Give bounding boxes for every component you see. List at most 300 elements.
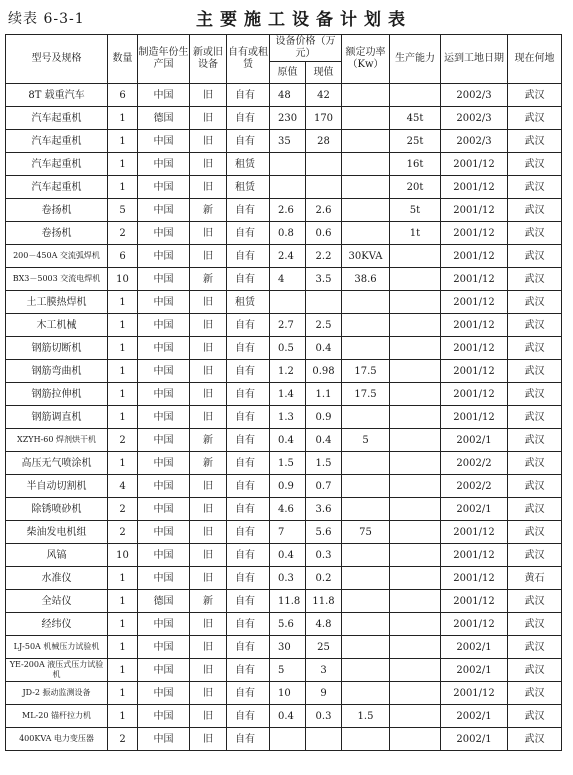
cell-price-now: 42 (306, 84, 342, 107)
cell-arrival: 2001/12 (441, 268, 508, 291)
cell-origin: 中国 (138, 314, 190, 337)
cell-model: 土工膜热焊机 (6, 291, 108, 314)
cell-origin: 中国 (138, 360, 190, 383)
cell-price-now (306, 728, 342, 751)
cell-location: 武汉 (508, 406, 562, 429)
cell-price-orig: 4.6 (270, 498, 306, 521)
cell-location: 武汉 (508, 222, 562, 245)
cell-qty: 1 (108, 383, 138, 406)
cell-arrival: 2001/12 (441, 544, 508, 567)
cell-new-old: 旧 (190, 291, 227, 314)
cell-model: JD-2 振动监测设备 (6, 682, 108, 705)
cell-arrival: 2002/1 (441, 705, 508, 728)
cell-model: 钢筋切断机 (6, 337, 108, 360)
cell-price-orig: 35 (270, 130, 306, 153)
cell-model: XZYH-60 焊剂烘干机 (6, 429, 108, 452)
cell-arrival: 2001/12 (441, 337, 508, 360)
cell-origin: 中国 (138, 682, 190, 705)
cell-qty: 1 (108, 659, 138, 682)
cell-capacity: 45t (390, 107, 441, 130)
cell-origin: 德国 (138, 590, 190, 613)
cell-model: 高压无气喷涂机 (6, 452, 108, 475)
cell-own: 自有 (227, 406, 270, 429)
cell-location: 武汉 (508, 636, 562, 659)
cell-own: 自有 (227, 590, 270, 613)
cell-own: 自有 (227, 613, 270, 636)
cell-origin: 中国 (138, 130, 190, 153)
cell-arrival: 2002/1 (441, 659, 508, 682)
cell-price-orig: 2.4 (270, 245, 306, 268)
cell-new-old: 旧 (190, 682, 227, 705)
cell-price-orig: 7 (270, 521, 306, 544)
cell-model: 钢筋弯曲机 (6, 360, 108, 383)
cell-own: 自有 (227, 682, 270, 705)
table-body (6, 84, 562, 751)
cell-new-old: 旧 (190, 475, 227, 498)
table-row (6, 406, 562, 429)
table-code: 续表 6-3-1 (8, 11, 85, 27)
cell-new-old: 旧 (190, 406, 227, 429)
cell-new-old: 新 (190, 199, 227, 222)
cell-price-orig: 2.7 (270, 314, 306, 337)
cell-origin: 中国 (138, 268, 190, 291)
cell-price-now: 0.7 (306, 475, 342, 498)
cell-model: 木工机械 (6, 314, 108, 337)
cell-qty: 1 (108, 314, 138, 337)
cell-own: 租赁 (227, 153, 270, 176)
cell-new-old: 新 (190, 590, 227, 613)
cell-own: 自有 (227, 728, 270, 751)
cell-new-old: 旧 (190, 176, 227, 199)
cell-price-orig: 1.3 (270, 406, 306, 429)
cell-qty: 2 (108, 429, 138, 452)
cell-power (342, 475, 390, 498)
cell-qty: 1 (108, 567, 138, 590)
table-row (6, 360, 562, 383)
cell-new-old: 旧 (190, 544, 227, 567)
cell-capacity (390, 613, 441, 636)
cell-arrival: 2002/1 (441, 636, 508, 659)
table-row (6, 452, 562, 475)
table-row (6, 199, 562, 222)
cell-arrival: 2002/3 (441, 107, 508, 130)
col-header-arrival: 运到工地日期 (441, 35, 508, 84)
cell-origin: 中国 (138, 567, 190, 590)
cell-capacity (390, 245, 441, 268)
cell-capacity: 1t (390, 222, 441, 245)
cell-model: 卷扬机 (6, 222, 108, 245)
cell-price-orig: 0.4 (270, 429, 306, 452)
cell-new-old: 新 (190, 429, 227, 452)
cell-price-now: 2.6 (306, 199, 342, 222)
table-row (6, 222, 562, 245)
cell-price-orig: 0.5 (270, 337, 306, 360)
cell-price-now: 0.2 (306, 567, 342, 590)
cell-power (342, 567, 390, 590)
cell-price-now: 0.3 (306, 544, 342, 567)
cell-own: 自有 (227, 498, 270, 521)
cell-price-now (306, 176, 342, 199)
cell-price-orig: 10 (270, 682, 306, 705)
table-row (6, 475, 562, 498)
table-row (6, 291, 562, 314)
cell-model: 水准仪 (6, 567, 108, 590)
cell-location: 武汉 (508, 521, 562, 544)
cell-location: 武汉 (508, 475, 562, 498)
cell-new-old: 旧 (190, 521, 227, 544)
cell-location: 武汉 (508, 613, 562, 636)
cell-capacity (390, 291, 441, 314)
cell-qty: 2 (108, 222, 138, 245)
cell-own: 自有 (227, 84, 270, 107)
cell-new-old: 旧 (190, 245, 227, 268)
cell-capacity: 20t (390, 176, 441, 199)
cell-price-now: 0.6 (306, 222, 342, 245)
table-row (6, 245, 562, 268)
cell-capacity (390, 590, 441, 613)
cell-price-now: 4.8 (306, 613, 342, 636)
cell-qty: 2 (108, 498, 138, 521)
cell-power (342, 291, 390, 314)
cell-arrival: 2001/12 (441, 613, 508, 636)
cell-new-old: 旧 (190, 153, 227, 176)
cell-location: 武汉 (508, 337, 562, 360)
cell-new-old: 旧 (190, 337, 227, 360)
cell-origin: 中国 (138, 475, 190, 498)
cell-origin: 中国 (138, 429, 190, 452)
cell-capacity (390, 383, 441, 406)
cell-qty: 1 (108, 337, 138, 360)
document-header (0, 0, 573, 34)
cell-arrival: 2001/12 (441, 314, 508, 337)
cell-arrival: 2001/12 (441, 360, 508, 383)
table-row (6, 705, 562, 728)
cell-price-orig: 4 (270, 268, 306, 291)
cell-origin: 德国 (138, 107, 190, 130)
cell-power (342, 176, 390, 199)
cell-origin: 中国 (138, 176, 190, 199)
cell-price-orig: 5.6 (270, 613, 306, 636)
cell-qty: 5 (108, 199, 138, 222)
cell-location: 武汉 (508, 314, 562, 337)
cell-origin: 中国 (138, 498, 190, 521)
table-row (6, 84, 562, 107)
cell-price-now: 0.4 (306, 429, 342, 452)
cell-origin: 中国 (138, 153, 190, 176)
cell-power (342, 153, 390, 176)
cell-arrival: 2002/3 (441, 130, 508, 153)
cell-model: 钢筋调直机 (6, 406, 108, 429)
cell-price-now: 9 (306, 682, 342, 705)
table-row (6, 176, 562, 199)
cell-qty: 1 (108, 291, 138, 314)
cell-capacity (390, 314, 441, 337)
cell-own: 自有 (227, 130, 270, 153)
cell-own: 自有 (227, 521, 270, 544)
cell-qty: 10 (108, 544, 138, 567)
cell-location: 武汉 (508, 245, 562, 268)
col-header-qty: 数量 (108, 35, 138, 84)
cell-model: 8T 载重汽车 (6, 84, 108, 107)
cell-new-old: 旧 (190, 567, 227, 590)
cell-capacity (390, 682, 441, 705)
cell-location: 武汉 (508, 107, 562, 130)
cell-origin: 中国 (138, 337, 190, 360)
cell-capacity (390, 705, 441, 728)
cell-location: 武汉 (508, 544, 562, 567)
cell-model: 除锈喷砂机 (6, 498, 108, 521)
cell-arrival: 2001/12 (441, 291, 508, 314)
cell-location: 武汉 (508, 199, 562, 222)
cell-capacity (390, 498, 441, 521)
table-row (6, 659, 562, 682)
cell-origin: 中国 (138, 406, 190, 429)
cell-qty: 1 (108, 590, 138, 613)
cell-price-now: 2.5 (306, 314, 342, 337)
cell-arrival: 2001/12 (441, 199, 508, 222)
cell-qty: 1 (108, 636, 138, 659)
equipment-table (5, 34, 562, 751)
cell-model: 钢筋拉伸机 (6, 383, 108, 406)
cell-price-now: 0.3 (306, 705, 342, 728)
cell-new-old: 旧 (190, 383, 227, 406)
cell-price-now: 1.1 (306, 383, 342, 406)
cell-own: 自有 (227, 452, 270, 475)
cell-price-orig (270, 153, 306, 176)
cell-qty: 1 (108, 153, 138, 176)
cell-own: 自有 (227, 567, 270, 590)
cell-capacity (390, 521, 441, 544)
cell-new-old: 旧 (190, 360, 227, 383)
cell-power: 17.5 (342, 383, 390, 406)
cell-own: 自有 (227, 107, 270, 130)
table-row (6, 130, 562, 153)
cell-origin: 中国 (138, 291, 190, 314)
cell-price-orig: 0.9 (270, 475, 306, 498)
cell-power: 17.5 (342, 360, 390, 383)
cell-capacity (390, 544, 441, 567)
cell-qty: 1 (108, 107, 138, 130)
cell-power (342, 406, 390, 429)
cell-origin: 中国 (138, 521, 190, 544)
cell-own: 自有 (227, 429, 270, 452)
table-row (6, 383, 562, 406)
col-header-price: 设备价格（万元） (270, 35, 342, 62)
cell-price-now: 3 (306, 659, 342, 682)
cell-power (342, 498, 390, 521)
cell-location: 武汉 (508, 498, 562, 521)
cell-arrival: 2001/12 (441, 153, 508, 176)
cell-origin: 中国 (138, 199, 190, 222)
cell-price-now: 25 (306, 636, 342, 659)
cell-qty: 1 (108, 452, 138, 475)
cell-model: BX3－5003 交流电焊机 (6, 268, 108, 291)
table-row (6, 521, 562, 544)
cell-arrival: 2001/12 (441, 406, 508, 429)
cell-origin: 中国 (138, 452, 190, 475)
cell-qty: 2 (108, 521, 138, 544)
table-row (6, 636, 562, 659)
cell-power (342, 613, 390, 636)
cell-price-now: 28 (306, 130, 342, 153)
col-header-new-old: 新或旧设备 (190, 35, 227, 84)
cell-qty: 6 (108, 245, 138, 268)
cell-model: LJ-50A 机械压力试验机 (6, 636, 108, 659)
cell-own: 自有 (227, 383, 270, 406)
cell-price-orig: 0.4 (270, 705, 306, 728)
cell-price-orig (270, 728, 306, 751)
table-row (6, 153, 562, 176)
table-row (6, 728, 562, 751)
cell-price-now: 11.8 (306, 590, 342, 613)
cell-power: 5 (342, 429, 390, 452)
cell-origin: 中国 (138, 659, 190, 682)
cell-own: 自有 (227, 268, 270, 291)
cell-arrival: 2002/3 (441, 84, 508, 107)
cell-model: 汽车起重机 (6, 107, 108, 130)
cell-price-now: 3.6 (306, 498, 342, 521)
cell-new-old: 旧 (190, 705, 227, 728)
cell-price-now: 2.2 (306, 245, 342, 268)
cell-arrival: 2002/1 (441, 429, 508, 452)
cell-model: 400KVA 电力变压器 (6, 728, 108, 751)
cell-power (342, 84, 390, 107)
cell-new-old: 旧 (190, 84, 227, 107)
cell-power (342, 222, 390, 245)
cell-price-now: 1.5 (306, 452, 342, 475)
cell-price-now (306, 291, 342, 314)
cell-qty: 2 (108, 728, 138, 751)
cell-capacity (390, 728, 441, 751)
cell-capacity (390, 337, 441, 360)
cell-price-orig: 0.3 (270, 567, 306, 590)
cell-capacity (390, 84, 441, 107)
cell-model: 经纬仪 (6, 613, 108, 636)
cell-price-orig: 0.4 (270, 544, 306, 567)
cell-model: 200－450A 交流弧焊机 (6, 245, 108, 268)
cell-location: 武汉 (508, 176, 562, 199)
cell-arrival: 2001/12 (441, 682, 508, 705)
cell-own: 自有 (227, 659, 270, 682)
cell-capacity (390, 429, 441, 452)
cell-price-orig: 2.6 (270, 199, 306, 222)
cell-arrival: 2002/2 (441, 475, 508, 498)
cell-power: 1.5 (342, 705, 390, 728)
table-row (6, 107, 562, 130)
cell-power (342, 452, 390, 475)
cell-qty: 1 (108, 176, 138, 199)
cell-power (342, 337, 390, 360)
cell-power (342, 682, 390, 705)
cell-price-orig: 1.5 (270, 452, 306, 475)
cell-location: 武汉 (508, 153, 562, 176)
col-header-price-orig: 原值 (270, 62, 306, 84)
table-row (6, 567, 562, 590)
table-row (6, 268, 562, 291)
cell-price-now: 0.9 (306, 406, 342, 429)
cell-model: 卷扬机 (6, 199, 108, 222)
cell-location: 武汉 (508, 452, 562, 475)
cell-power (342, 544, 390, 567)
cell-model: 汽车起重机 (6, 176, 108, 199)
cell-arrival: 2001/12 (441, 521, 508, 544)
cell-own: 租赁 (227, 176, 270, 199)
table-row (6, 544, 562, 567)
table-row (6, 337, 562, 360)
cell-capacity (390, 406, 441, 429)
cell-new-old: 旧 (190, 728, 227, 751)
cell-power (342, 590, 390, 613)
cell-capacity (390, 636, 441, 659)
cell-capacity: 5t (390, 199, 441, 222)
col-header-location: 现在何地 (508, 35, 562, 84)
cell-own: 自有 (227, 222, 270, 245)
cell-qty: 1 (108, 705, 138, 728)
cell-own: 自有 (227, 360, 270, 383)
cell-arrival: 2001/12 (441, 590, 508, 613)
cell-location: 武汉 (508, 728, 562, 751)
cell-qty: 4 (108, 475, 138, 498)
cell-price-now: 3.5 (306, 268, 342, 291)
cell-own: 自有 (227, 199, 270, 222)
cell-own: 自有 (227, 245, 270, 268)
cell-model: 汽车起重机 (6, 130, 108, 153)
cell-model: 汽车起重机 (6, 153, 108, 176)
cell-location: 武汉 (508, 590, 562, 613)
cell-own: 自有 (227, 705, 270, 728)
cell-location: 武汉 (508, 268, 562, 291)
cell-price-orig: 0.8 (270, 222, 306, 245)
cell-qty: 1 (108, 130, 138, 153)
cell-location: 武汉 (508, 360, 562, 383)
cell-price-orig: 48 (270, 84, 306, 107)
cell-own: 自有 (227, 636, 270, 659)
cell-origin: 中国 (138, 613, 190, 636)
cell-location: 武汉 (508, 291, 562, 314)
cell-new-old: 新 (190, 452, 227, 475)
cell-power (342, 728, 390, 751)
col-header-origin: 制造年份生产国 (138, 35, 190, 84)
cell-capacity (390, 360, 441, 383)
cell-location: 武汉 (508, 84, 562, 107)
table-row (6, 613, 562, 636)
cell-arrival: 2001/12 (441, 176, 508, 199)
cell-power (342, 659, 390, 682)
cell-new-old: 旧 (190, 613, 227, 636)
cell-price-orig: 30 (270, 636, 306, 659)
cell-arrival: 2001/12 (441, 383, 508, 406)
cell-location: 武汉 (508, 429, 562, 452)
cell-price-orig (270, 176, 306, 199)
cell-capacity (390, 567, 441, 590)
cell-qty: 1 (108, 406, 138, 429)
cell-arrival: 2002/2 (441, 452, 508, 475)
col-header-power: 额定功率（Kw） (342, 35, 390, 84)
cell-arrival: 2001/12 (441, 567, 508, 590)
cell-location: 武汉 (508, 130, 562, 153)
cell-new-old: 旧 (190, 222, 227, 245)
cell-location: 黄石 (508, 567, 562, 590)
cell-power (342, 636, 390, 659)
cell-new-old: 新 (190, 268, 227, 291)
table-row (6, 498, 562, 521)
cell-arrival: 2002/1 (441, 498, 508, 521)
cell-capacity (390, 659, 441, 682)
cell-model: 风镐 (6, 544, 108, 567)
cell-qty: 1 (108, 613, 138, 636)
cell-arrival: 2001/12 (441, 245, 508, 268)
cell-model: YE-200A 液压式压力试验机 (6, 659, 108, 682)
